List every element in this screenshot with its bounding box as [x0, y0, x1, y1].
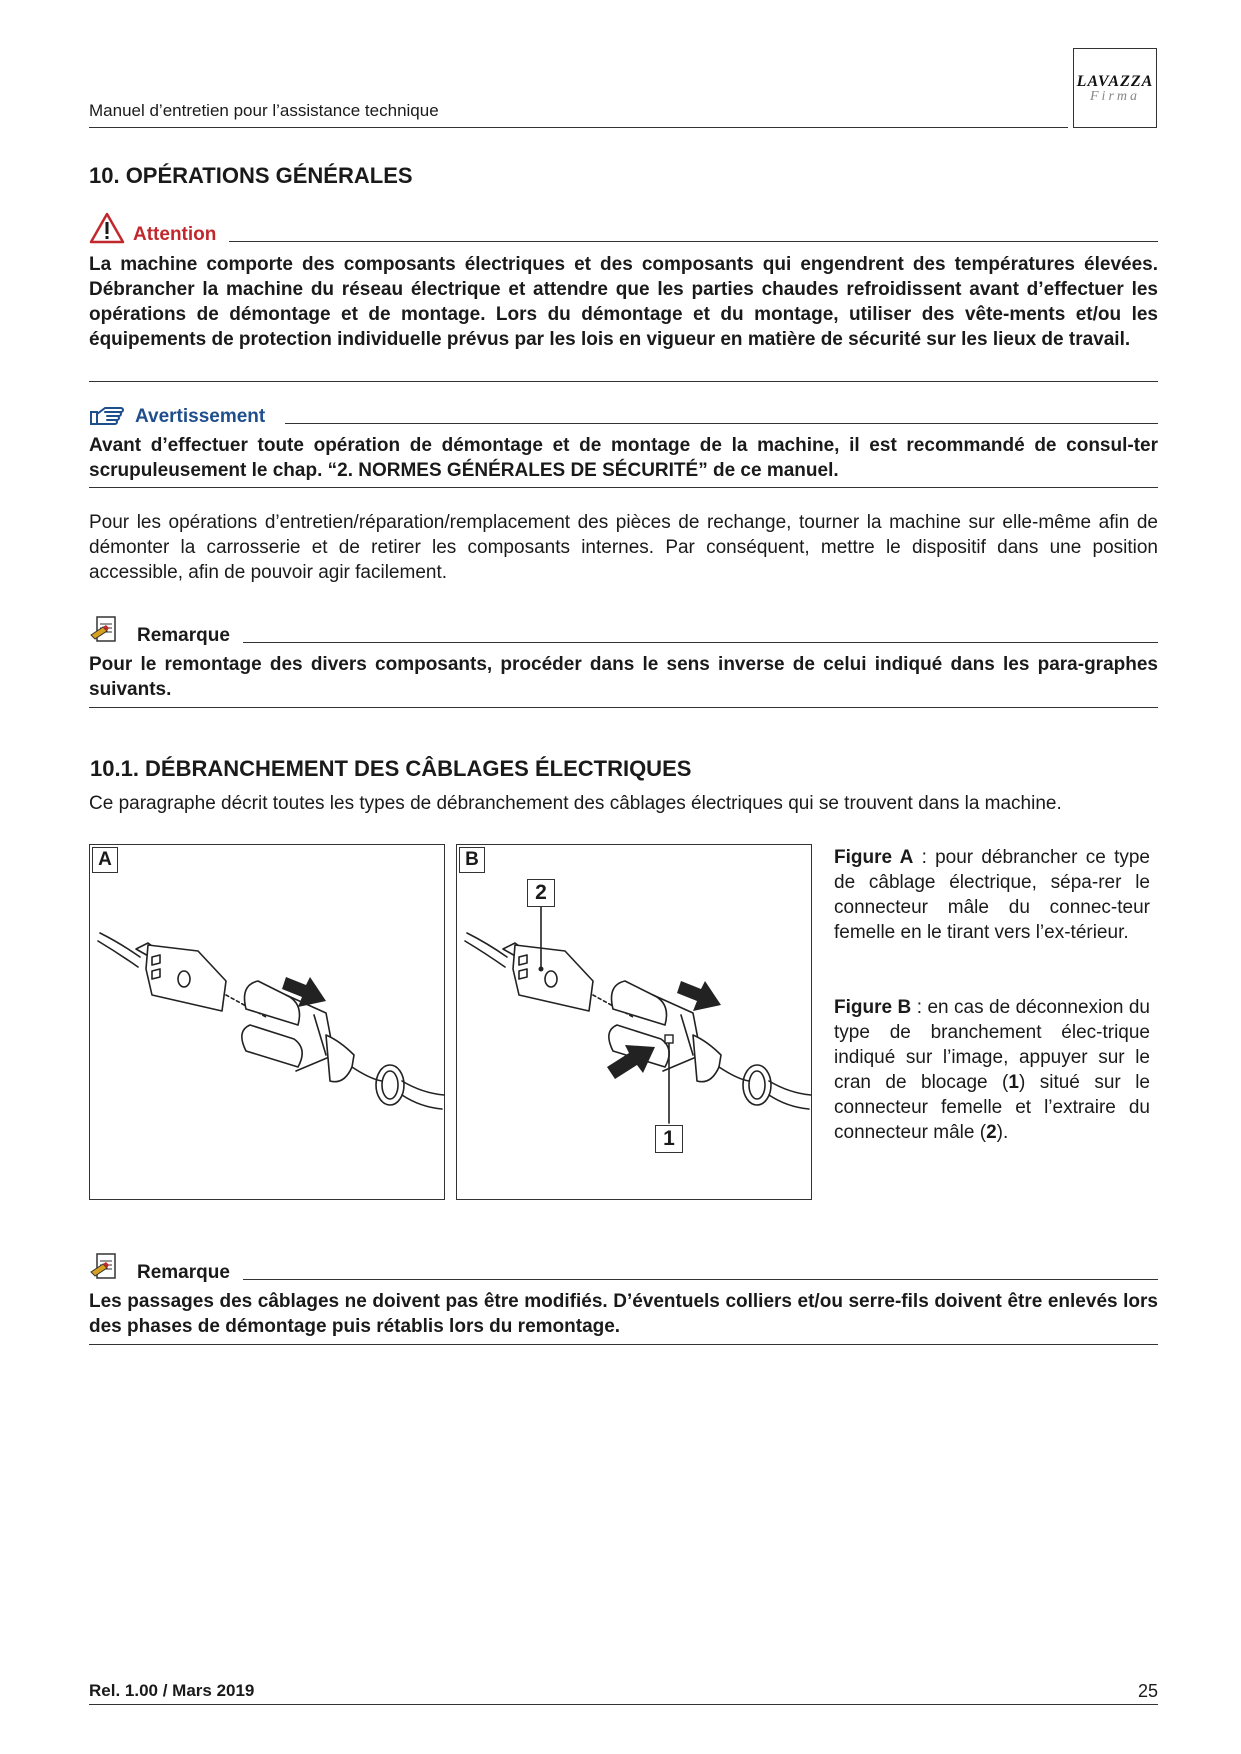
figure-b-caption-text-3: ).: [996, 1122, 1009, 1143]
attention-rule: [229, 241, 1158, 242]
brand-logo: [1073, 48, 1157, 128]
subsection-title: 10.1. DÉBRANCHEMENT DES CÂBLAGES ÉLECTRIQUES: [90, 756, 692, 781]
warning-text: Avant d’effectuer toute opération de démontage et de montage de la machine, il est recommandé de consul-ter scrupuleusement le chap. “2. NORMES GÉNÉRALES DE SÉCURITÉ” de ce manuel.: [89, 435, 1158, 481]
note-rule-2: [243, 1279, 1158, 1280]
attention-bottom-rule: [89, 381, 1158, 382]
figure-a-caption: [834, 845, 1150, 945]
intro-paragraph: Pour les opérations d’entretien/réparation/remplacement des pièces de rechange, tourner la machine sur elle-même afin de démonter la carrosserie et de retirer les composants internes. Par conséquent, mettre le dispositif dans une position accessible, afin de pouvoir agir facilement.: [89, 512, 1158, 583]
figure-b-caption-text-2: ) situé sur le connecteur femelle et l’extraire du connecteur mâle (: [834, 1072, 1150, 1143]
figure-a: [89, 844, 445, 1200]
attention-heading: [89, 214, 1158, 244]
figure-b-tag: B: [459, 847, 485, 873]
figure-b-caption-text-1: : en cas de déconnexion du type de branchement élec-trique indiqué sur l’image, appuyer sur le cran de blocage (: [834, 997, 1150, 1093]
note-heading-2: [89, 1252, 1158, 1282]
attention-text: La machine comporte des composants électriques et des composants qui engendrent des températures élevées. Débrancher la machine du réseau électrique et attendre que les parties chaudes refroidissent avant d’effectuer les opérations de démontage et de montage. Lors du démontage et du montage, utiliser des vête-ments et/ou les équipements de protection individuelle prévus par les lois en vigueur en matière de sécurité sur les lieux de travail.: [89, 254, 1158, 350]
connector-release-illustration: [457, 845, 813, 1201]
figure-b: [456, 844, 812, 1200]
note-heading-1: [89, 615, 1158, 645]
figure-b-caption-label: Figure B: [834, 997, 912, 1018]
figure-b-caption: [834, 995, 1150, 1145]
footer-divider: [89, 1704, 1158, 1705]
attention-label: Attention: [133, 224, 217, 245]
note-bottom-rule-2: [89, 1344, 1158, 1345]
warning-label: Avertissement: [135, 406, 266, 427]
release-info: Rel. 1.00 / Mars 2019: [89, 1681, 255, 1700]
page-number: 25: [1137, 1681, 1158, 1701]
callout-1: 1: [655, 1125, 683, 1153]
header-divider: [89, 127, 1068, 128]
note-label-1: Remarque: [137, 625, 230, 646]
figure-b-ref-2: 2: [986, 1122, 997, 1143]
note-text-2: Les passages des câblages ne doivent pas être modifiés. D’éventuels colliers et/ou serre-fils doivent être enlevés lors des phases de démontage puis rétablis lors du remontage.: [89, 1291, 1158, 1337]
note-rule-1: [243, 642, 1158, 643]
warning-bottom-rule: [89, 487, 1158, 488]
section-title: 10. OPÉRATIONS GÉNÉRALES: [89, 163, 413, 188]
manual-title: Manuel d’entretien pour l’assistance technique: [89, 101, 439, 120]
figure-a-caption-label: Figure A: [834, 847, 914, 868]
note-label-2: Remarque: [137, 1262, 230, 1283]
warning-rule: [285, 423, 1158, 424]
logo-sub-text: Firma: [1090, 89, 1140, 104]
notepad-icon: [89, 1252, 123, 1282]
figure-a-tag: A: [92, 847, 118, 873]
figure-a-caption-text: : pour débrancher ce type de câblage électrique, sépa-rer le connecteur mâle du connec-teur femelle en le tirant vers l’ex-térieur.: [834, 847, 1150, 943]
pointing-hand-icon: [89, 404, 125, 426]
callout-2: 2: [527, 879, 555, 907]
note-text-1: Pour le remontage des divers composants, procéder dans le sens inverse de celui indiqué dans les para-graphes suivants.: [89, 654, 1158, 700]
logo-brand-text: LAVAZZA: [1076, 73, 1154, 90]
warning-heading: [89, 396, 1158, 426]
subsection-intro: Ce paragraphe décrit toutes les types de débranchement des câblages électriques qui se trouvent dans la machine.: [89, 793, 1062, 814]
note-bottom-rule-1: [89, 707, 1158, 708]
figure-b-ref-1: 1: [1008, 1072, 1019, 1093]
warning-triangle-icon: [89, 212, 125, 244]
connector-pull-illustration: [90, 845, 446, 1201]
notepad-icon: [89, 615, 123, 645]
